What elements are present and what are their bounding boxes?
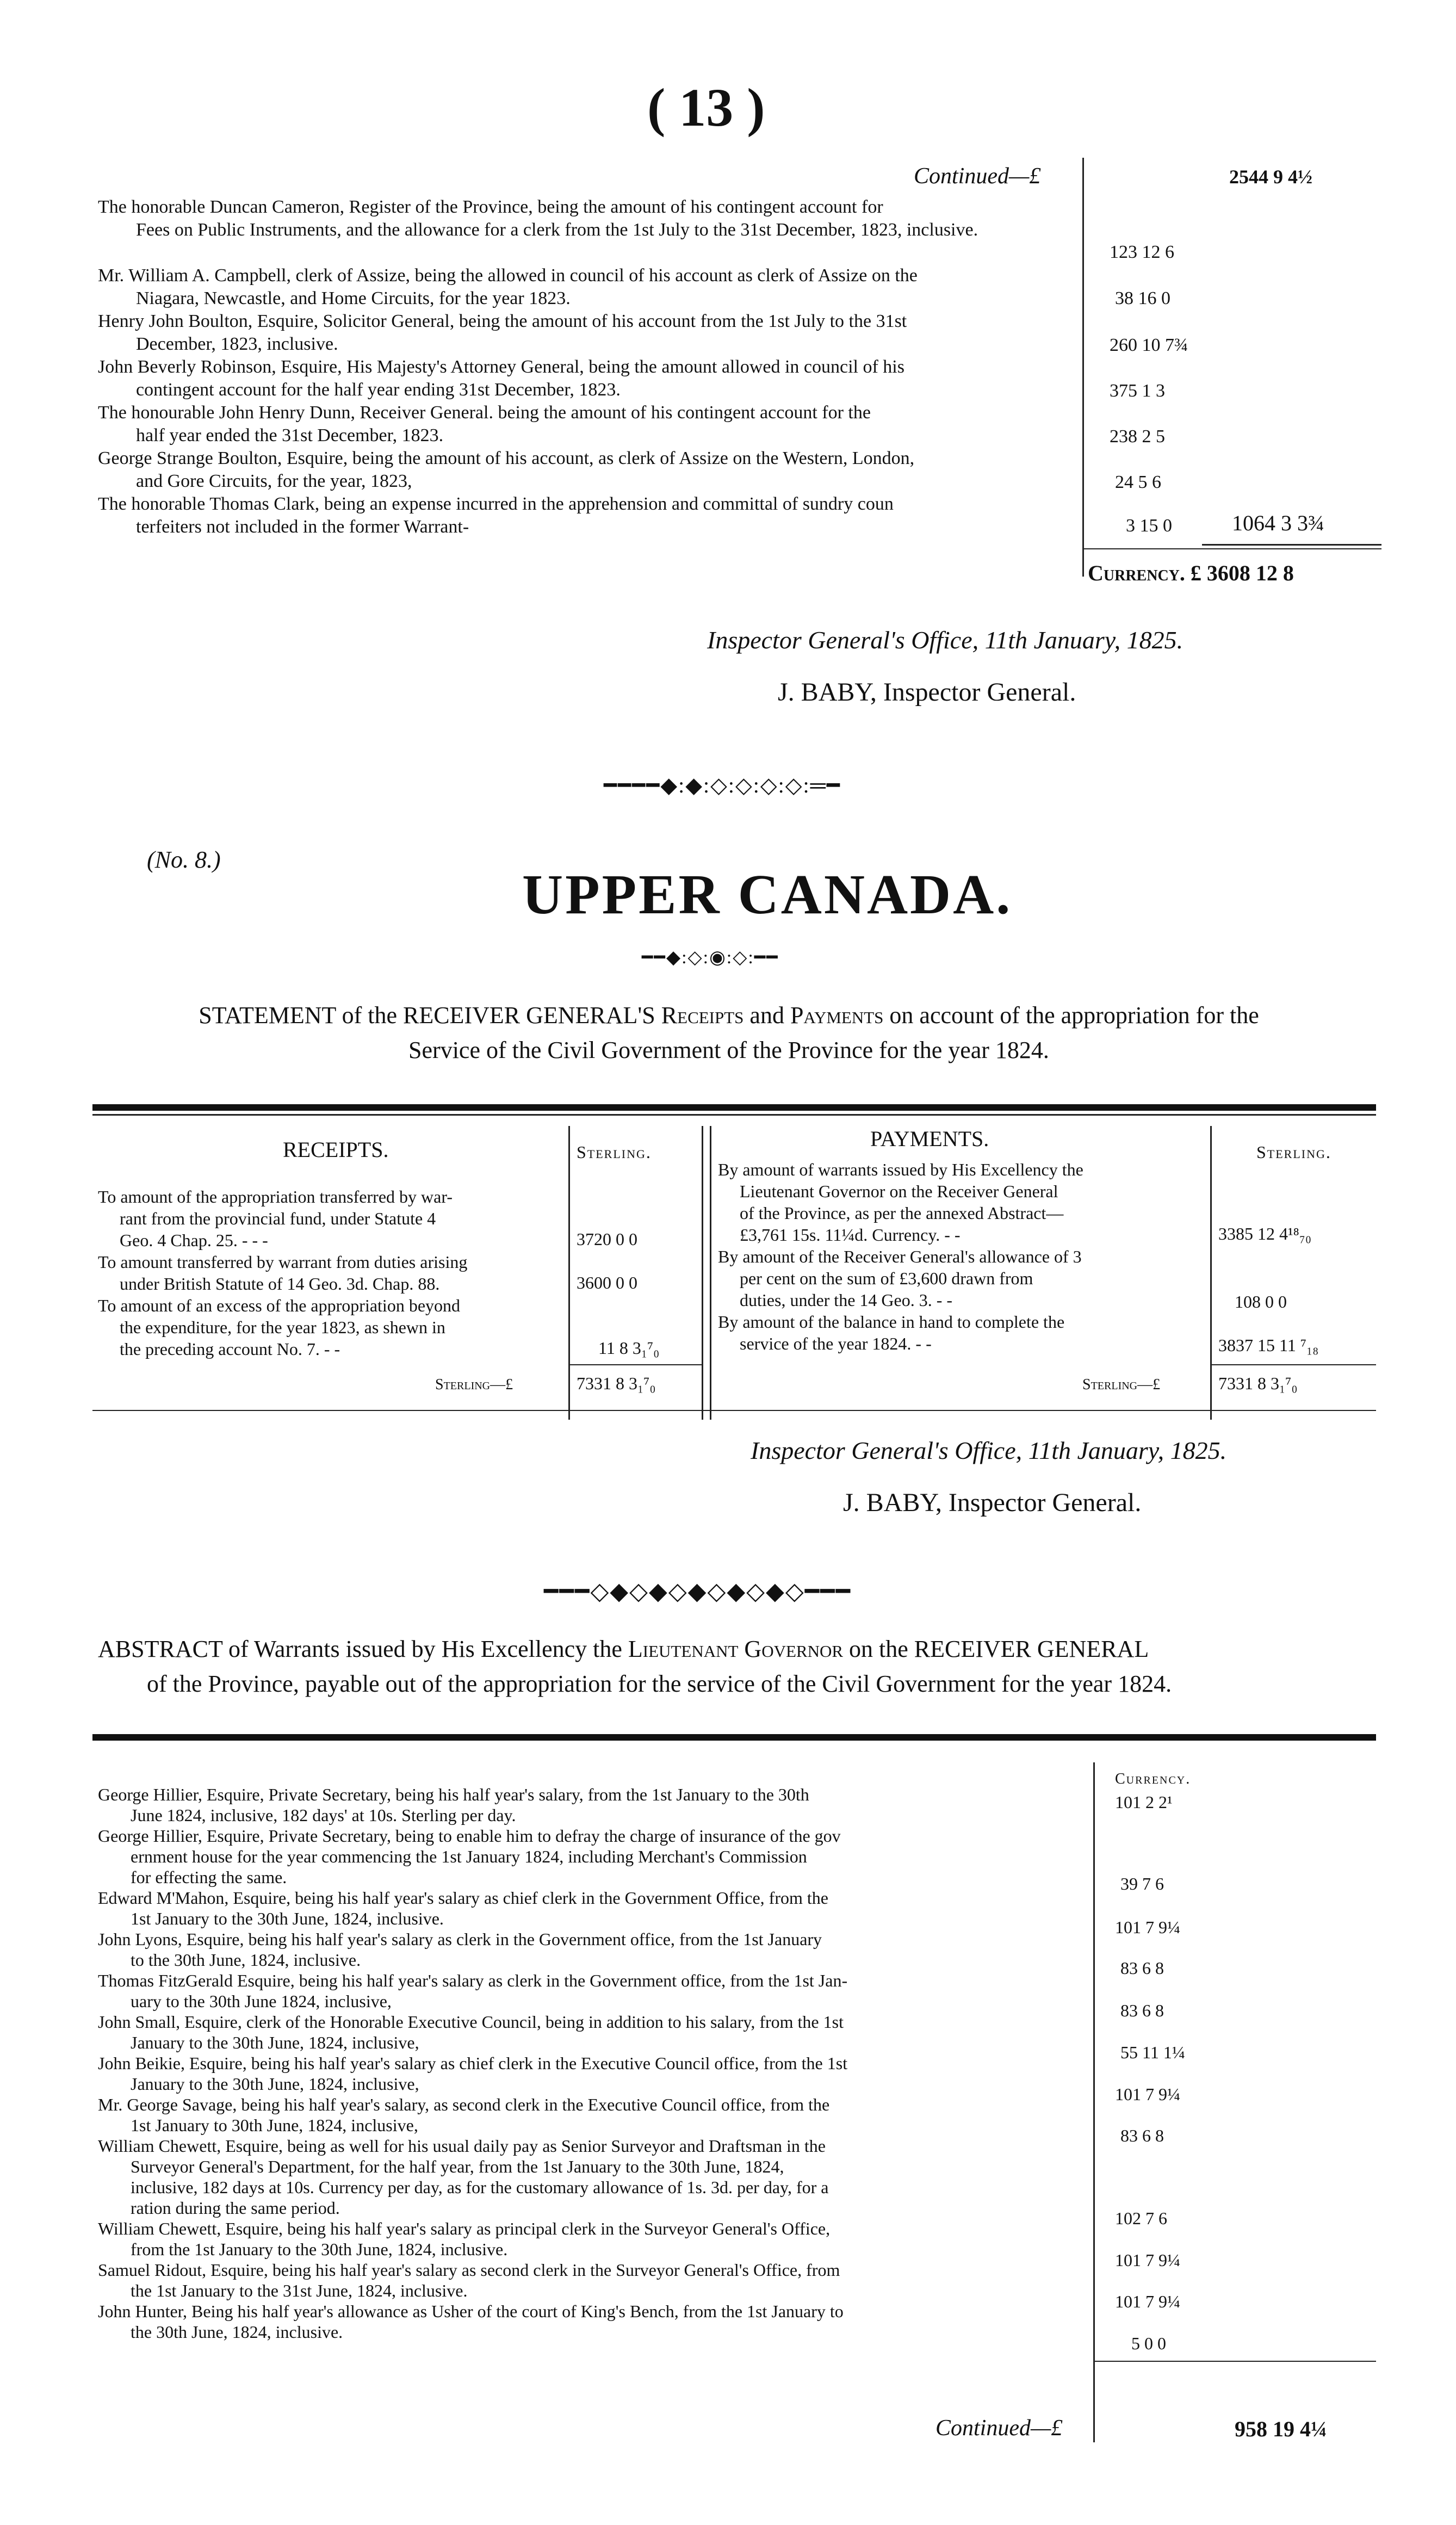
payment-warrants: By amount of warrants issued by His Excellency the Lieutenant Governor on the Receiver General of the Province, as per the annexed Abstract— £3,761 15s. 11¼d. Currency. - - <box>718 1160 1083 1245</box>
inspector-signature-1: J. BABY, Inspector General. <box>778 678 1076 707</box>
abstract-heading: ABSTRACT of Warrants issued by His Excellency the Lieutenant Governor on the RECEIVER GENERAL of the Province, payable out of the appropriation for the service of the Civil Government for the year 1824. <box>98 1636 1172 1697</box>
abstract-entry-hillier-insurance: George Hillier, Esquire, Private Secretary, being to enable him to defray the charge of insurance of the gov ernment house for the year commencing the 1st January 1824, including Merchant's Commission for effecting the same. <box>98 1826 841 1887</box>
payments-list <box>718 1159 1207 1354</box>
entry-dunn: The honourable John Henry Dunn, Receiver General. being the amount of his contingent account for the half year ended the 31st December, 1823. <box>98 403 871 445</box>
abstract-amount-3: 83 6 8 <box>1120 1958 1164 1978</box>
receipts-header: RECEIPTS. <box>283 1137 389 1162</box>
brought-forward-amount: 2544 9 4½ <box>1229 166 1312 188</box>
statement-heading: STATEMENT of the RECEIVER GENERAL'S Receipts and Payments on account of the appropriation for the Service of the Civil Government of the Province for the year 1824. <box>199 1002 1259 1063</box>
total-row <box>1088 560 1294 586</box>
payments-sum-rule <box>1210 1364 1376 1365</box>
abstract-entry-hunter: John Hunter, Being his half year's allowance as Usher of the court of King's Bench, from the 1st January to the 30th June, 1824, inclusive. <box>98 2301 844 2342</box>
abstract-entry-small: John Small, Esquire, clerk of the Honorable Executive Council, being in addition to his salary, from the 1st January to the 30th June, 1824, inclusive, <box>98 2012 844 2052</box>
payments-sterling-header: Sterling. <box>1256 1142 1331 1162</box>
receipts-amount-rule <box>568 1126 570 1420</box>
inspector-date-2: Inspector General's Office, 11th January, 1825. <box>751 1437 1227 1464</box>
center-rule-a <box>702 1126 703 1420</box>
abstract-amount-0: 101 2 2¹ <box>1115 1792 1173 1812</box>
receipt-excess-amount: 11 8 3₁⁷₀ <box>598 1338 660 1358</box>
entry-clark: The honorable Thomas Clark, being an expense incurred in the apprehension and committal of sundry coun terfeiters not included in the former Warrant- <box>98 494 894 537</box>
receipt-appropriation-amount: 3720 0 0 <box>577 1229 637 1249</box>
inspector-signature-2: J. BABY, Inspector General. <box>843 1488 1142 1517</box>
amount-boulton: 260 10 7¾ <box>1110 335 1188 355</box>
receipt-excess: To amount of an excess of the appropriation beyond the expenditure, for the year 1823, as shewn in the preceding account No. 7. - - <box>98 1296 461 1359</box>
abstract-entry-chewett-pay: William Chewett, Esquire, being as well for his usual daily pay as Senior Surveyor and Draftsman in the Surveyor General's Department, for the half year, from the 1st January to the 30th June, 1824, inclusive, 182 days at 10s. Currency per day, as for the customary allowance of 1s. 3d. per day, for a ration during the same period. <box>98 2136 829 2218</box>
column-rule <box>1082 158 1084 577</box>
continued-label-top: Continued—£ <box>914 164 1041 189</box>
payment-allowance-amount: 108 0 0 <box>1235 1292 1287 1311</box>
amount-robinson: 375 1 3 <box>1110 381 1165 401</box>
abstract-amount-4: 83 6 8 <box>1120 2001 1164 2020</box>
payment-allowance: By amount of the Receiver General's allowance of 3 per cent on the sum of £3,600 drawn from duties, under the 14 Geo. 3. - - <box>718 1247 1082 1310</box>
receipts-total-label: Sterling—£ <box>435 1376 513 1393</box>
abstract-sum-rule <box>1093 2361 1376 2362</box>
ornament-divider-2: ━━◆:◇:◉:◇:━━ <box>642 948 779 968</box>
receipts-total-amount: 7331 8 3₁⁷₀ <box>577 1373 656 1393</box>
payment-balance-amount: 3837 15 11 ⁷₁₈ <box>1218 1335 1319 1355</box>
currency-label: Currency. £ <box>1088 561 1201 585</box>
abstract-top-rule <box>92 1734 1376 1741</box>
carried-forward-amount: 958 19 4¼ <box>1235 2417 1327 2441</box>
abstract-entry-hillier-salary: George Hillier, Esquire, Private Secretary, being his half year's salary, from the 1st January to the 30th June 1824, inclusive, 182 days' at 10s. Sterling per day. <box>98 1785 809 1825</box>
entry-robinson: John Beverly Robinson, Esquire, His Majesty's Attorney General, being the amount allowed in council of his contingent account for the half year ending 31st December, 1823. <box>98 357 904 400</box>
abstract-entry-chewett-salary: William Chewett, Esquire, being his half year's salary as principal clerk in the Surveyor General's Office, from the 1st January to the 30th June, 1824, inclusive. <box>98 2219 831 2259</box>
currency-header: Currency. <box>1115 1771 1191 1787</box>
subtotal-amount: 1064 3 3¾ <box>1232 511 1324 535</box>
abstract-amount-9: 101 7 9¼ <box>1115 2250 1180 2270</box>
amount-dunn: 238 2 5 <box>1110 426 1165 447</box>
abstract-amount-8: 102 7 6 <box>1115 2208 1167 2228</box>
abstract-amount-2: 101 7 9¼ <box>1115 1917 1180 1937</box>
receipts-list <box>98 1186 566 1360</box>
subtotal-rule <box>1202 544 1381 546</box>
statement-top-rule <box>92 1104 1376 1111</box>
continued-label-bottom: Continued—£ <box>935 2416 1063 2441</box>
abstract-amount-7: 83 6 8 <box>1120 2126 1164 2145</box>
payments-total-label: Sterling—£ <box>1082 1376 1161 1393</box>
entry-strange-boulton: George Strange Boulton, Esquire, being the amount of his account, as clerk of Assize on the Western, London, and Gore Circuits, for the year, 1823, <box>98 448 915 491</box>
receipt-appropriation: To amount of the appropriation transferred by war- rant from the provincial fund, under Statute 4 Geo. 4 Chap. 25. - - - <box>98 1187 453 1250</box>
payments-amount-rule <box>1210 1126 1212 1420</box>
abstract-entry-mmahon: Edward M'Mahon, Esquire, being his half year's salary as chief clerk in the Government Office, from the 1st January to the 30th June, 1824, inclusive. <box>98 1888 828 1928</box>
receipts-sum-rule <box>568 1364 702 1365</box>
entry-boulton: Henry John Boulton, Esquire, Solicitor General, being the amount of his account from the 1st July to the 31st December, 1823, inclusive. <box>98 311 907 354</box>
abstract-entry-lyons: John Lyons, Esquire, being his half year's salary as clerk in the Government office, from the 1st January to the 30th June, 1824, inclusive. <box>98 1929 822 1970</box>
ornament-divider-3: ━━━◇◆◇◆◇◆◇◆◇◆◇━━━ <box>544 1578 852 1605</box>
subtotal-rule-2 <box>1082 548 1381 549</box>
statement-bottom-rule <box>92 1410 1376 1411</box>
abstract-entry-ridout: Samuel Ridout, Esquire, being his half year's salary as second clerk in the Surveyor General's Office, from the 1st January to the 31st June, 1824, inclusive. <box>98 2260 840 2300</box>
amount-strange-boulton: 24 5 6 <box>1115 472 1161 492</box>
abstract-amount-1: 39 7 6 <box>1120 1874 1164 1893</box>
ornament-divider-1: ━━━━◆:◆:◇:◇:◇:◇:═━ <box>604 773 841 797</box>
page-number: ( 13 ) <box>647 77 765 138</box>
entry-cameron: The honorable Duncan Cameron, Register of the Province, being the amount of his contingent account for Fees on Public Instruments, and the allowance for a clerk from the 1st July to the 31st December, 1823, inclusive. <box>98 197 978 240</box>
center-rule-b <box>710 1126 711 1420</box>
receipts-sterling-header: Sterling. <box>577 1142 652 1162</box>
abstract-amount-10: 101 7 9¼ <box>1115 2292 1180 2311</box>
abstract-amount-rule <box>1093 1762 1095 2442</box>
total-amount: 3608 12 8 <box>1206 561 1294 585</box>
abstract-entry-fitzgerald: Thomas FitzGerald Esquire, being his half year's salary as clerk in the Government office, from the 1st Jan- uary to the 30th June 1824, inclusive, <box>98 1971 848 2011</box>
abstract-amount-11: 5 0 0 <box>1131 2334 1166 2353</box>
payment-warrants-amount: 3385 12 4¹⁸₇₀ <box>1218 1224 1312 1243</box>
amount-campbell: 38 16 0 <box>1115 288 1170 308</box>
amount-cameron: 123 12 6 <box>1110 242 1174 262</box>
statement-top-rule-thin <box>92 1114 1376 1116</box>
payments-header: PAYMENTS. <box>870 1127 989 1151</box>
upper-canada-title: UPPER CANADA. <box>522 863 1013 926</box>
amount-clark: 3 15 0 <box>1126 516 1172 536</box>
abstract-entry-list <box>98 1784 1088 2342</box>
abstract-amount-6: 101 7 9¼ <box>1115 2084 1180 2104</box>
abstract-entry-savage: Mr. George Savage, being his half year's salary, as second clerk in the Executive Council office, from the 1st January to 30th June, 1824, inclusive, <box>98 2095 830 2135</box>
statement-number: (No. 8.) <box>147 846 221 873</box>
receipt-duties: To amount transferred by warrant from duties arising under British Statute of 14 Geo. 3d. Chap. 88. <box>98 1252 468 1294</box>
entry-list-top <box>98 196 1071 539</box>
inspector-date-1: Inspector General's Office, 11th January, 1825. <box>707 626 1184 654</box>
receipt-duties-amount: 3600 0 0 <box>577 1273 637 1292</box>
entry-campbell: Mr. William A. Campbell, clerk of Assize, being the allowed in council of his account as clerk of Assize on the Niagara, Newcastle, and Home Circuits, for the year 1823. <box>98 265 918 308</box>
abstract-amount-5: 55 11 1¼ <box>1120 2043 1185 2062</box>
payments-total-amount: 7331 8 3₁⁷₀ <box>1218 1373 1298 1393</box>
payment-balance: By amount of the balance in hand to complete the service of the year 1824. - - <box>718 1312 1065 1353</box>
abstract-entry-beikie: John Beikie, Esquire, being his half year's salary as chief clerk in the Executive Council office, from the 1st January to the 30th June, 1824, inclusive, <box>98 2053 848 2094</box>
